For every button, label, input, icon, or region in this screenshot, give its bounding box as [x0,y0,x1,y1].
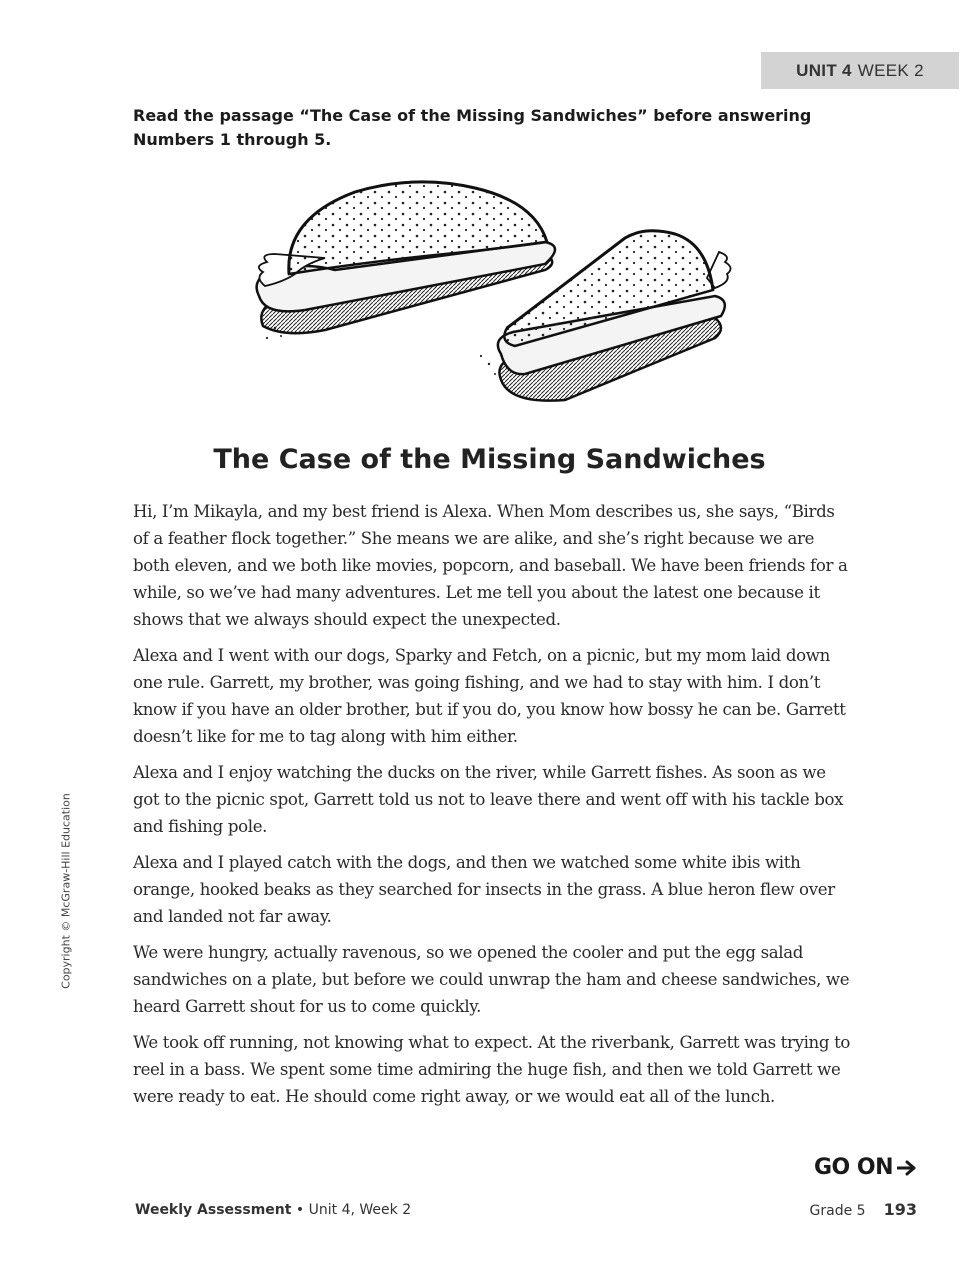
unit-label: UNIT 4 [796,60,852,80]
paragraph-2: Alexa and I went with our dogs, Sparky and Fetch, on a picnic, but my mom laid down one rule. Garrett, my brother, was going fishing, and we had to stay with him. I don’t know if you have an older brother, but if you do, you know how bossy he can be. Garrett doesn’t like for me to tag along with him either. [133,646,846,746]
footer-assessment [135,1202,411,1218]
paragraph-3: Alexa and I enjoy watching the ducks on the river, while Garrett fishes. As soon as we got to the picnic spot, Garrett told us not to leave there and went off with his tackle box and fishing pole. [133,763,844,836]
passage-body [133,498,851,1119]
unit-week-tab [761,52,959,89]
left-sandwich-half [257,182,555,333]
footer-separator: • [295,1202,305,1218]
page-number: 193 [883,1200,917,1219]
week-label: WEEK 2 [857,60,924,80]
arrow-right-icon [897,1160,917,1176]
footer-assessment-label: Weekly Assessment [135,1202,292,1218]
paragraph-1: Hi, I’m Mikayla, and my best friend is Alexa. When Mom describes us, she says, “Birds of a feather flock together.” She means we are alike, and she’s right because we are both eleven, and we both like movies, popcorn, and baseball. We have been friends for a while, so we’ve had many adventures. Let me tell you about the latest one because it shows that we always should expect the unexpected. [133,502,848,629]
passage-title: The Case of the Missing Sandwiches [213,444,766,475]
paragraph-4: Alexa and I played catch with the dogs, and then we watched some white ibis with orange, hooked beaks as they searched for insects in the grass. A blue heron flew over and landed not far away. [133,853,835,926]
footer-unit-week: Unit 4, Week 2 [308,1202,412,1218]
copyright-notice: Copyright © McGraw-Hill Education [59,793,73,989]
go-on-label: GO ON [813,1155,893,1180]
sandwich-illustration [245,178,737,410]
footer-grade: Grade 5 [809,1203,866,1219]
instruction-text: Read the passage “The Case of the Missing Sandwiches” before answering Numbers 1 through 5. [133,106,812,149]
paragraph-5: We were hungry, actually ravenous, so we opened the cooler and put the egg salad sandwiches on a plate, but before we could unwrap the ham and cheese sandwiches, we heard Garrett shout for us to come quickly. [133,943,850,1016]
go-on-indicator [814,1155,917,1180]
paragraph-6: We took off running, not knowing what to expect. At the riverbank, Garrett was trying to reel in a bass. We spent some time admiring the huge fish, and then we told Garrett we were ready to eat. He should come right away, or we would eat all of the lunch. [133,1033,851,1106]
footer-page-info [810,1200,917,1219]
